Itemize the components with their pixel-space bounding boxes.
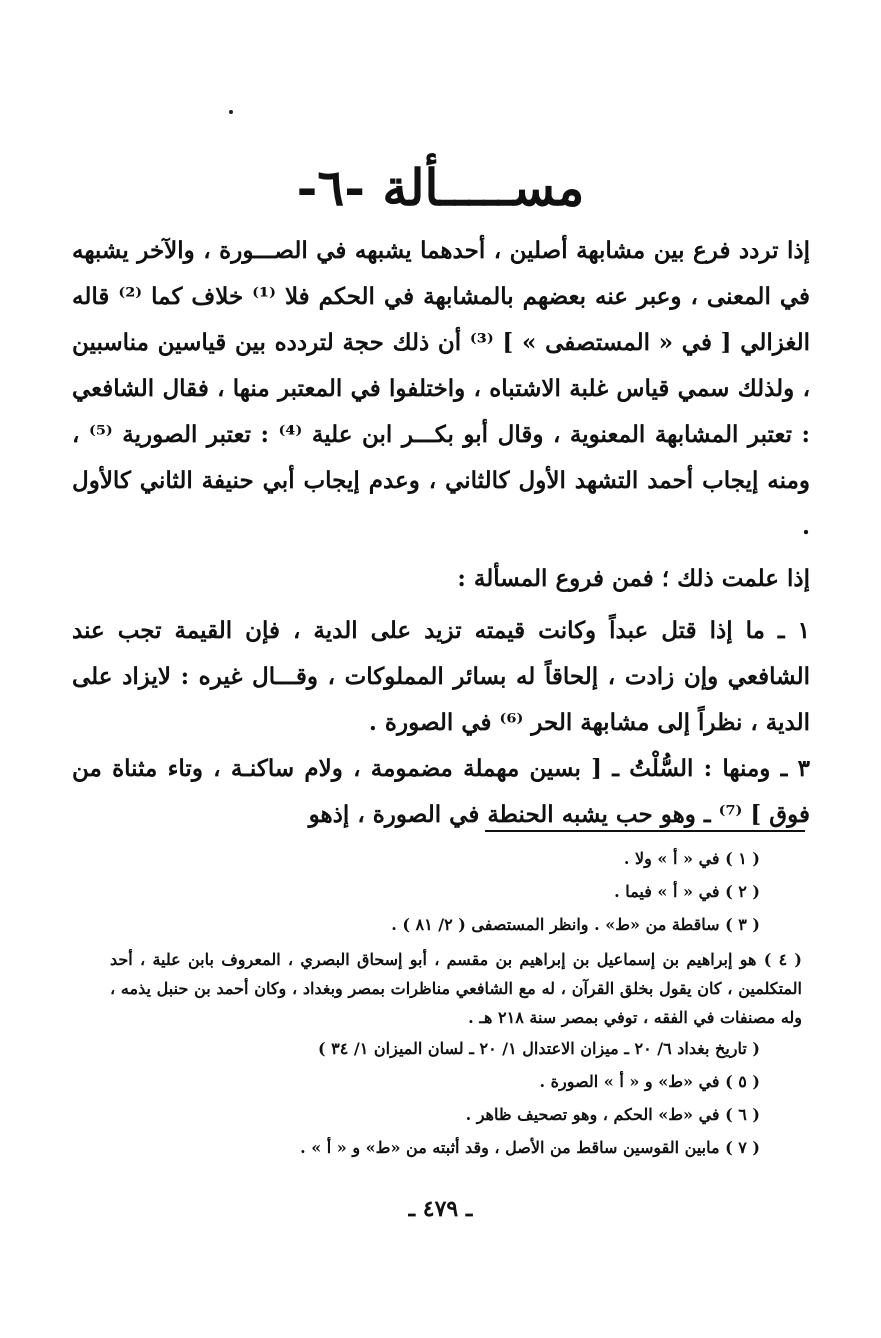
paragraph-branch-1: ١ ـ ما إذا قتل عبداً وكانت قيمته تزيد على الدية ، فإن القيمة تجب عند الشافعي وإن زادت ، إلحاقاً له بسائر المملوكات ، وقـــال غيره : لايزاد على الدية ، نظراً إلى مشابهة الحر ⁽⁶⁾ في الصورة . <box>72 617 810 736</box>
footnote-4-sources: ( تاريخ بغداد ٦/ ٢٠ ـ ميزان الاعتدال ١/ ٢٠ ـ لسان الميزان ١/ ٣٤ ) <box>318 1039 760 1058</box>
footnote-7: ( ٧ ) مابين القوسين ساقط من الأصل ، وقد أثبته من «ط» و « أ » . <box>300 1138 760 1157</box>
page-number: ـ ٤٧٩ ـ <box>408 1196 473 1222</box>
paragraph-branches-intro: إذا علمت ذلك ؛ فمن فروع المسألة : <box>457 565 810 592</box>
footnote-5: ( ٥ ) في «ط» و « أ » الصورة . <box>539 1072 760 1091</box>
footnote-divider <box>485 830 805 832</box>
paragraph-branch-3: ٣ ـ ومنها : السُّلْتُ ـ [ بسين مهملة مضمومة ، ولام ساكنـة ، وتاء مثناة من فوق ] ⁽⁷⁾ ـ وهو حب يشبه الحنطة في الصورة ، إذهو <box>72 755 810 828</box>
footnote-4: ( ٤ ) هو إبراهيم بن إسماعيل بن إبراهيم بن مقسم ، أبو إسحاق البصري ، المعروف بابن علية ، أحد المتكلمين ، كان يقول بخلق القرآن ، له مع الشافعي مناظرات بمصر وبغداد ، وكان أحمد بن حنبل يذمه ، وله مصنفات في الفقه ، توفي بمصر سنة ٢١٨ هـ . <box>110 950 803 1027</box>
page-heading: مســـــألة -٦- <box>296 158 585 217</box>
ink-speck <box>229 110 233 114</box>
footnotes <box>110 842 803 1164</box>
paragraph-intro: إذا تردد فرع بين مشابهة أصلين ، أحدهما يشبهه في الصـــورة ، والآخر يشبهه في المعنى ، وعبر عنه بعضهم بالمشابهة في الحكم فلا ⁽¹⁾ خلاف كما ⁽²⁾ قاله الغزالي [ في « المستصفى » ] ⁽³⁾ أن ذلك حجة لتردده بين قياسين مناسبين ، ولذلك سمي قياس غلبة الاشتباه ، واختلفوا في المعتبر منها ، فقال الشافعي : تعتبر المشابهة المعنوية ، وقال أبو بكـــر ابن علية ⁽⁴⁾ : تعتبر الصورية ⁽⁵⁾ ، ومنه إيجاب أحمد التشهد الأول كالثاني ، وعدم إيجاب أبي حنيفة الثاني كالأول . <box>72 237 811 540</box>
footnote-2: ( ٢ ) في « أ » فيما . <box>614 882 760 901</box>
footnote-4-wrap <box>110 945 802 1032</box>
footnote-6: ( ٦ ) في «ط» الحكم ، وهو تصحيف ظاهر . <box>465 1105 760 1124</box>
main-text <box>72 228 810 838</box>
footnote-1: ( ١ ) في « أ » ولا . <box>623 849 760 868</box>
footnote-3: ( ٣ ) ساقطة من «ط» . وانظر المستصفى ( ٢/ ٨١ ) . <box>391 915 760 934</box>
